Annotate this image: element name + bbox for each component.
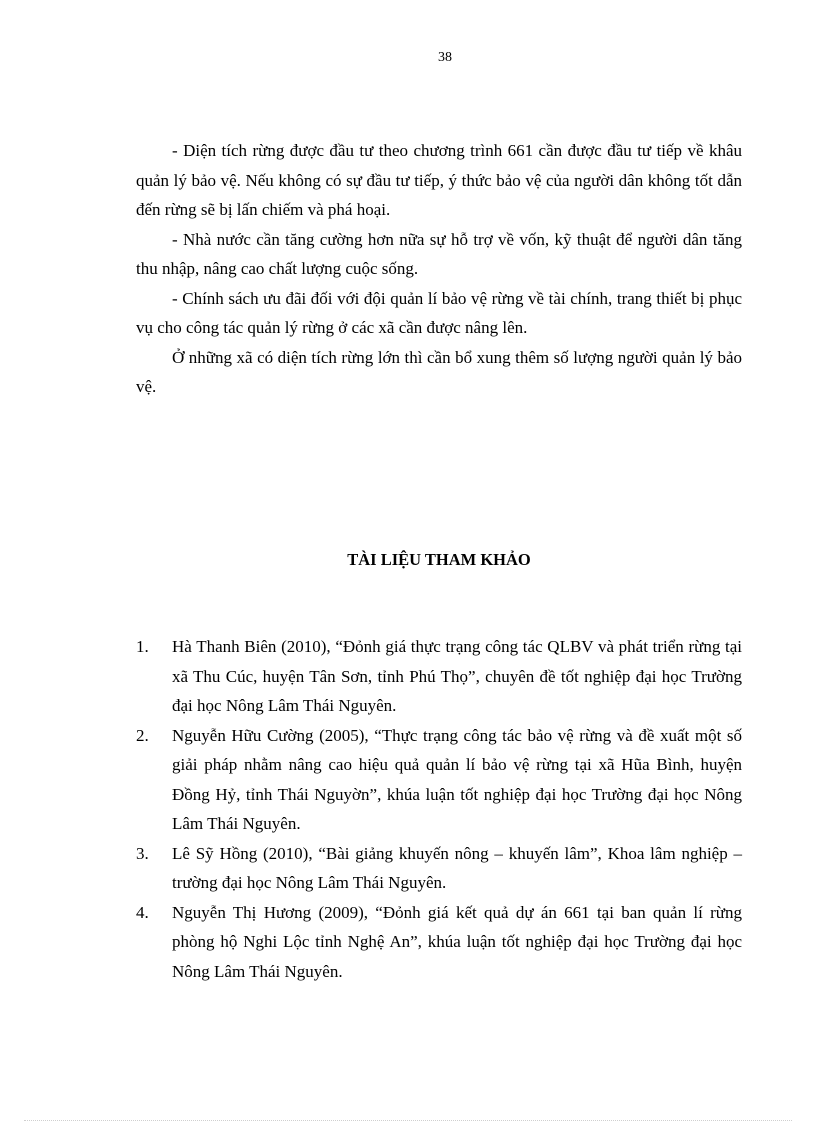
reference-text: Nguyễn Thị Hương (2009), “Đỏnh giá kết quả dự án 661 tại ban quản lí rừng phòng hộ Nghi Lộc tỉnh Nghệ An”, khúa luận tốt nghiệp đại học Trường đại học Nông Lâm Thái Nguyên. [172, 902, 742, 981]
reference-item [136, 721, 742, 839]
reference-number: 4. [136, 902, 149, 922]
references-heading: TÀI LIỆU THAM KHẢO [347, 550, 531, 569]
reference-number: 3. [136, 843, 149, 863]
page-bottom-divider [24, 1120, 792, 1121]
references-list [136, 632, 742, 986]
reference-number: 1. [136, 637, 149, 656]
body-text [136, 136, 742, 402]
reference-text: Nguyễn Hữu Cường (2005), “Thực trạng công tác bảo vệ rừng và đề xuất một số giải pháp nhằm nâng cao hiệu quả quản lí bảo vệ rừng tại xã Hũa Bình, huyện Đồng Hỷ, tỉnh Thái Nguyờn”, khúa luận tốt nghiệp đại học Trường đại học Nông Lâm Thái Nguyên. [172, 725, 742, 833]
paragraph: Ở những xã có diện tích rừng lớn thì cần bổ xung thêm số lượng người quản lý bảo vệ. [136, 347, 742, 396]
page-number: 38 [438, 50, 452, 65]
reference-item [136, 898, 742, 987]
reference-item [136, 632, 742, 721]
paragraph: - Diện tích rừng được đầu tư theo chương trình 661 cần được đầu tư tiếp về khâu quản lý bảo vệ. Nếu không có sự đầu tư tiếp, ý thức bảo vệ của người dân không tốt dẫn đến rừng sẽ bị lấn chiếm và phá hoại. [136, 141, 742, 219]
reference-number: 2. [136, 725, 149, 745]
reference-item [136, 839, 742, 898]
reference-text: Hà Thanh Biên (2010), “Đỏnh giá thực trạng công tác QLBV và phát triển rừng tại xã Thu Cúc, huyện Tân Sơn, tỉnh Phú Thọ”, chuyên đề tốt nghiệp đại học Trường đại học Nông Lâm Thái Nguyên. [172, 637, 742, 715]
paragraph: - Chính sách ưu đãi đối với đội quản lí bảo vệ rừng về tài chính, trang thiết bị phục vụ cho công tác quản lý rừng ở các xã cần được nâng lên. [136, 288, 742, 337]
reference-text: Lê Sỹ Hồng (2010), “Bài giảng khuyến nông – khuyến lâm”, Khoa lâm nghiệp – trường đại học Nông Lâm Thái Nguyên. [172, 843, 742, 892]
paragraph: - Nhà nước cần tăng cường hơn nữa sự hỗ trợ về vốn, kỹ thuật để người dân tăng thu nhập, nâng cao chất lượng cuộc sống. [136, 229, 742, 278]
